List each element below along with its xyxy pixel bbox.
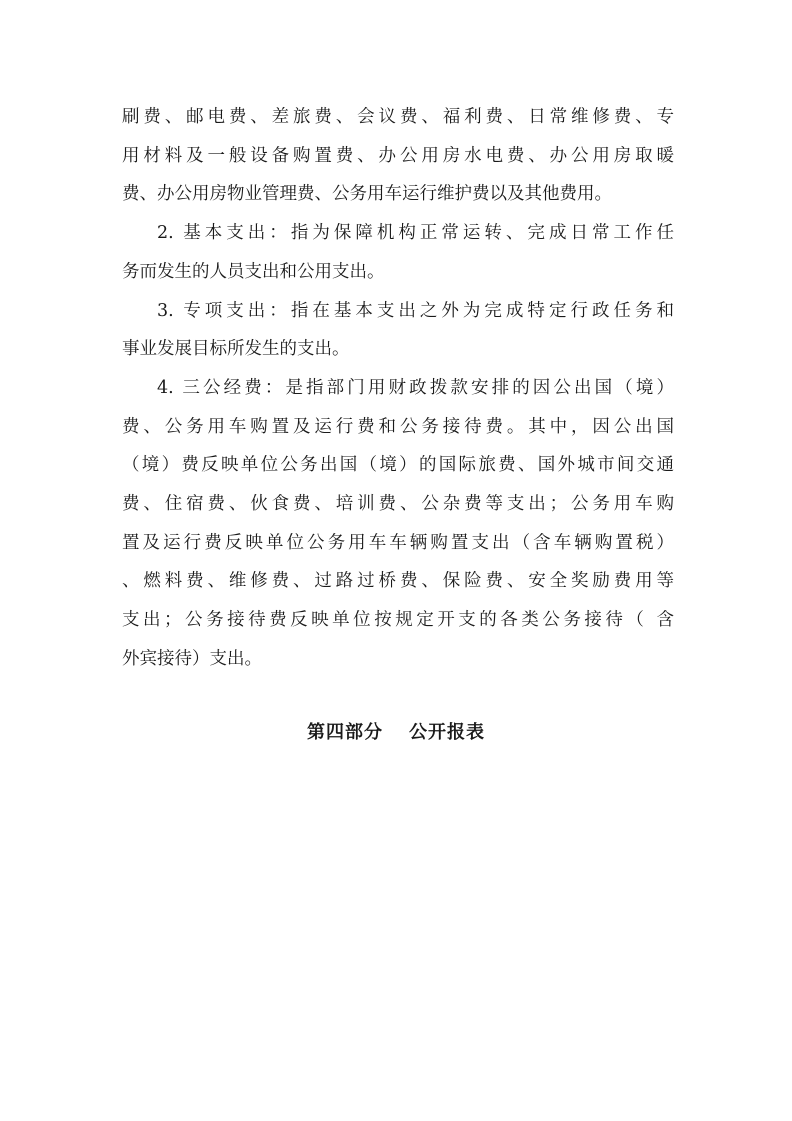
text-line: 事业发展目标所发生的支出。: [122, 339, 350, 360]
section-part-label: 第四部分: [307, 722, 383, 743]
text-line: 费、公务用车购置及运行费和公务接待费。其中，因公出国: [122, 416, 674, 437]
text-line: 置及运行费反映单位公务用车车辆购置支出（含车辆购置税）: [122, 532, 674, 553]
text-line: （境）费反映单位公务出国（境）的国际旅费、国外城市间交通: [122, 455, 674, 476]
paragraph-project-expenditure: [122, 292, 674, 369]
text-line: 2. 基本支出：指为保障机构正常运转、完成日常工作任: [157, 223, 674, 244]
paragraph-continuation: [122, 98, 674, 214]
text-line: 、燃料费、维修费、过路过桥费、保险费、安全奖励费用等: [122, 571, 674, 592]
text-line: 刷费、邮电费、差旅费、会议费、福利费、日常维修费、专: [122, 107, 674, 127]
text-line: 费、住宿费、伙食费、培训费、公杂费等支出；公务用车购: [122, 494, 674, 515]
text-line: 4. 三公经费：是指部门用财政拨款安排的因公出国（境）: [157, 377, 674, 398]
text-line: 用材料及一般设备购置费、办公用房水电费、办公用房取暖: [122, 145, 674, 166]
section-heading: [0, 718, 792, 744]
body-text: [122, 98, 674, 679]
section-title-label: 公开报表: [409, 722, 485, 743]
text-line: 务而发生的人员支出和公用支出。: [122, 261, 385, 282]
text-line: 费、办公用房物业管理费、公务用车运行维护费以及其他费用。: [122, 184, 612, 205]
paragraph-basic-expenditure: [122, 214, 674, 291]
paragraph-three-public-expenses: [122, 369, 674, 679]
text-line: 3. 专项支出：指在基本支出之外为完成特定行政任务和: [157, 300, 674, 321]
text-line: 外宾接待）支出。: [122, 648, 262, 669]
text-line: 支出；公务接待费反映单位按规定开支的各类公务接待（ 含: [122, 610, 674, 631]
